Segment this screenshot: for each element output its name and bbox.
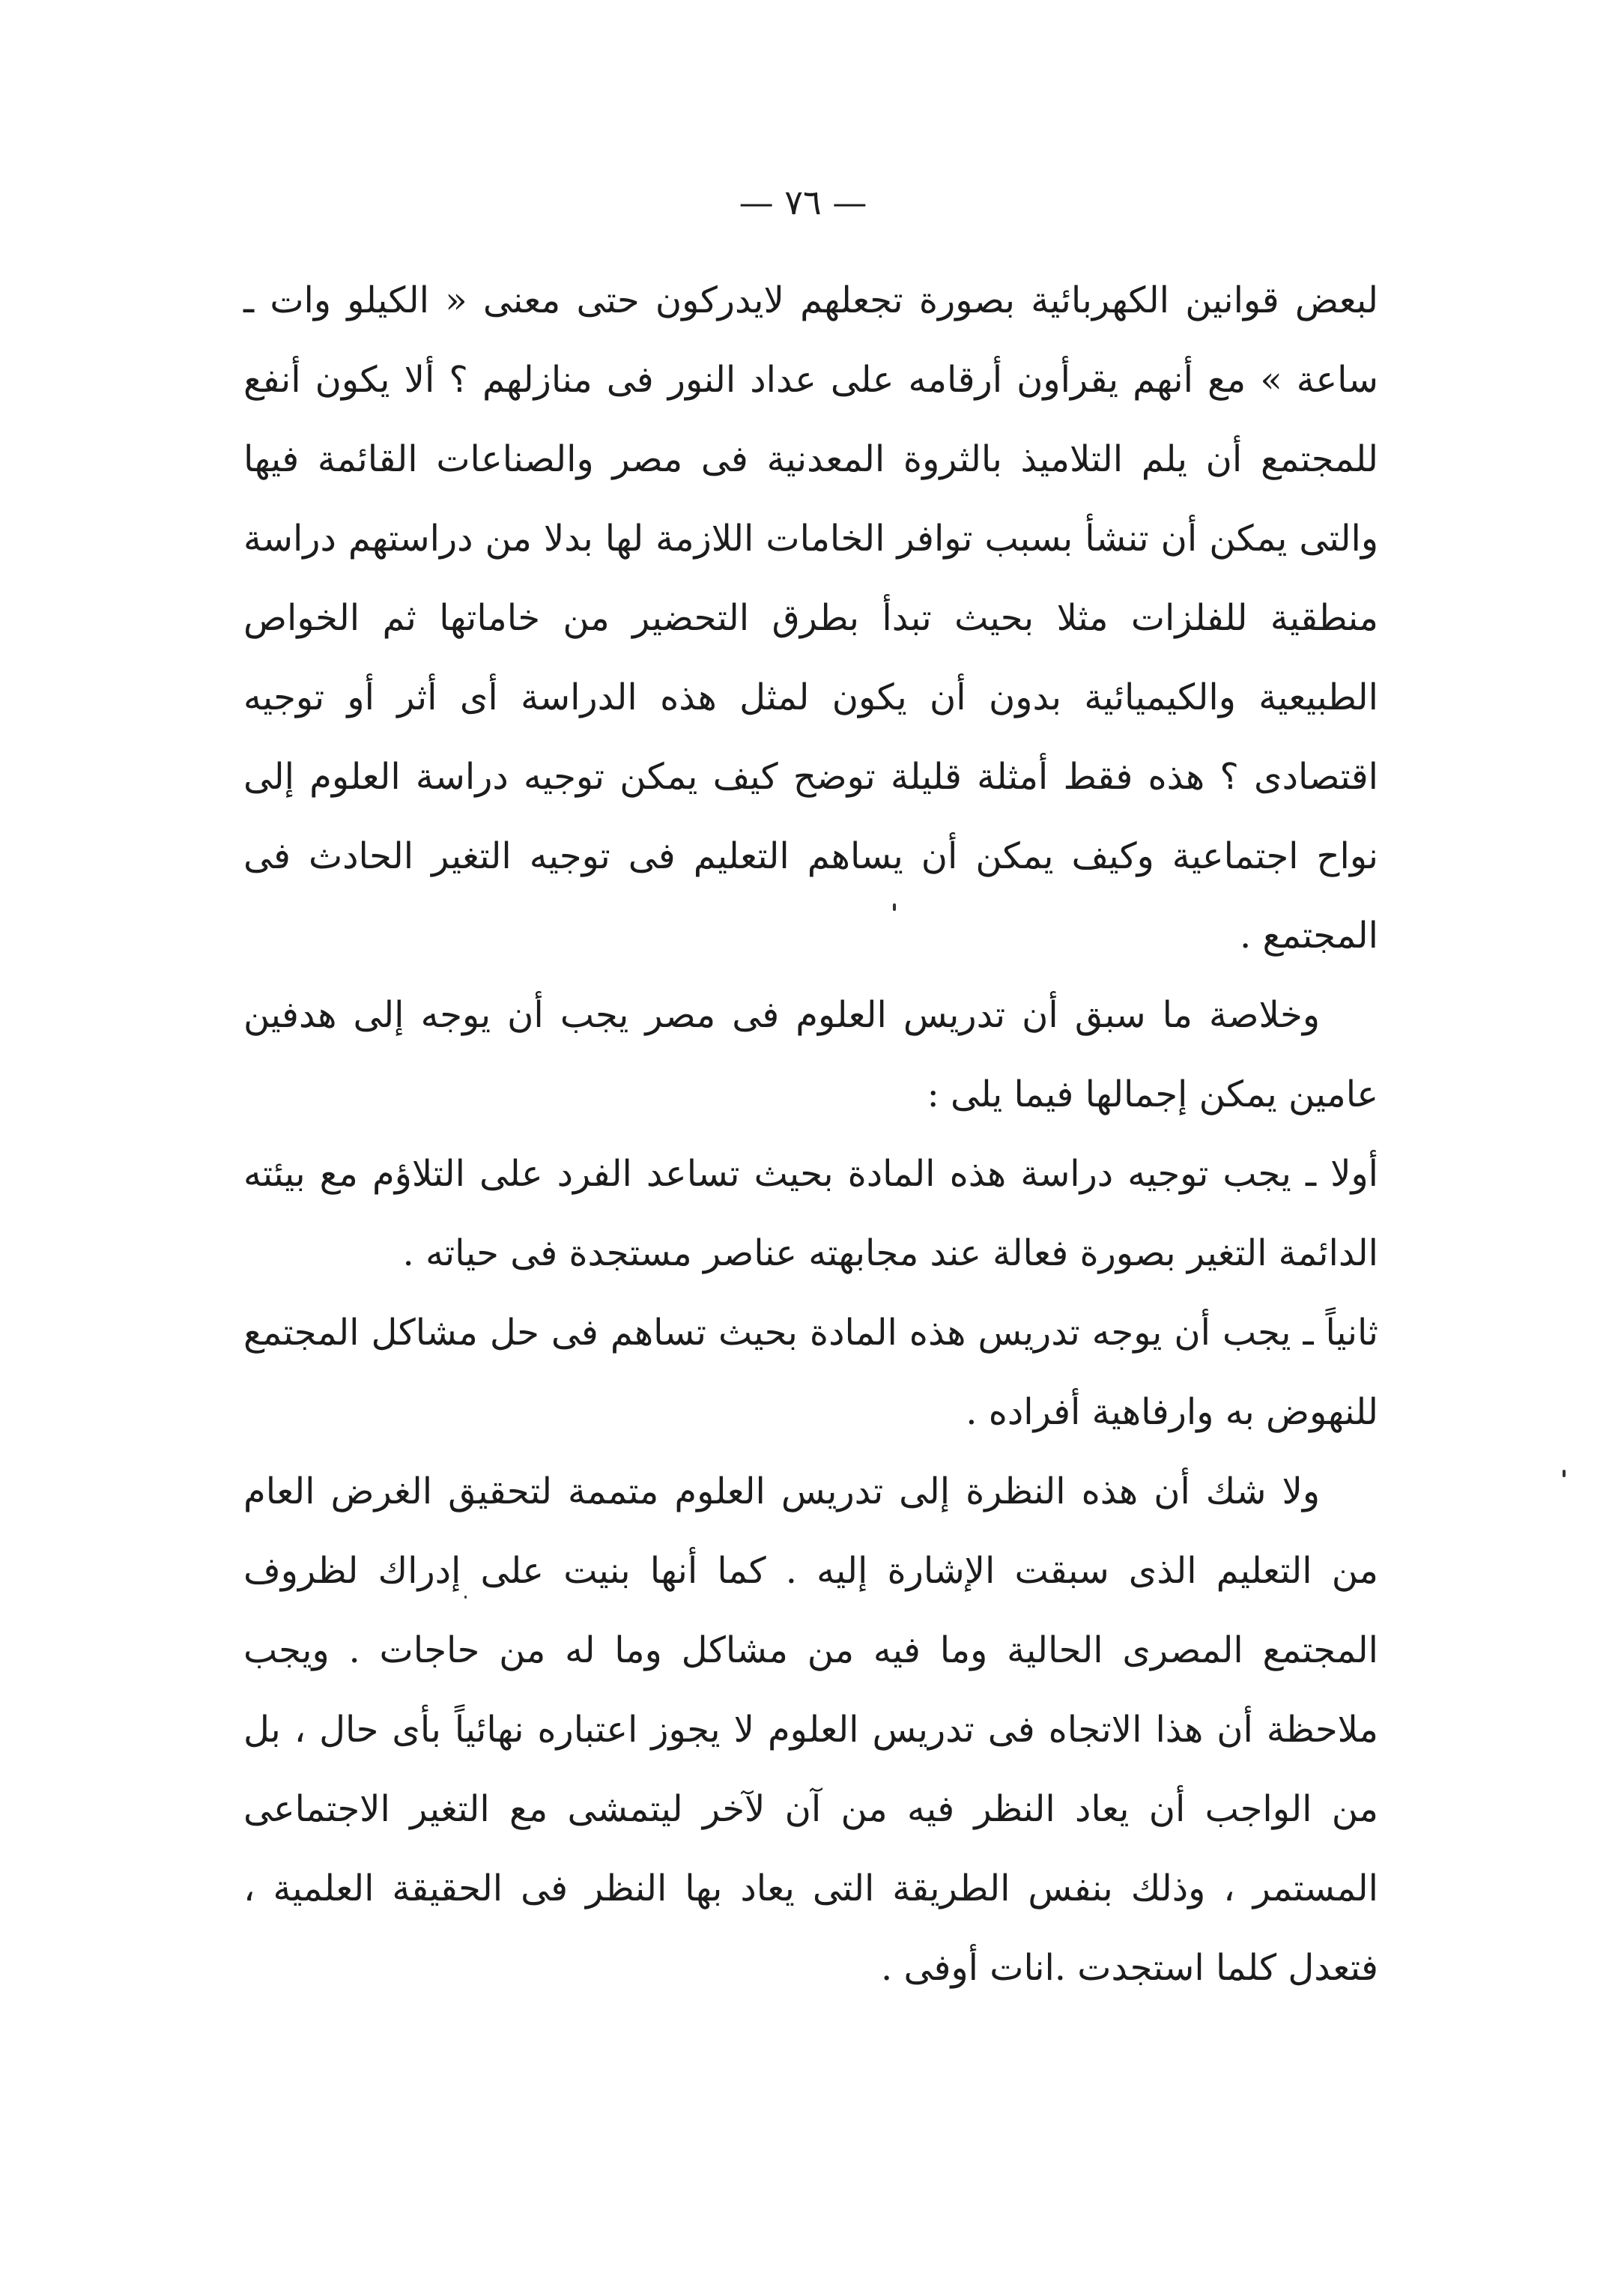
scan-speck bbox=[1563, 1470, 1566, 1477]
body-text bbox=[243, 261, 1378, 2008]
paragraph-goal-first: أولا ـ يجب توجيه دراسة هذه المادة بحيث تساعد الفرد على التلاؤم مع بيئته الدائمة التغير بصورة فعالة عند مجابهته عناصر مستجدة فى حياته . bbox=[243, 1153, 1379, 1274]
scan-speck bbox=[893, 903, 896, 911]
paragraph-conclusion: ولا شك أن هذه النظرة إلى تدريس العلوم متممة لتحقيق الغرض العام من التعليم الذى سبقت الإشارة إليه . كما أنها بنيت على إدراك لظروف المجتمع المصرى الحالية وما فيه من مشاكل وما له من حاجات . ويجب ملاحظة أن هذا الاتجاه فى تدريس العلوم لا يجوز اعتباره نهائياً بأى حال ، بل من الواجب أن يعاد النظر فيه من آن لآخر ليتمشى مع التغير الاجتماعى المستمر ، وذلك بنفس الطريقة التى يعاد بها النظر فى الحقيقة العلمية ، فتعدل كلما استجدت .انات أوفى . bbox=[243, 1470, 1378, 1989]
page-number: — ٧٦ — bbox=[739, 182, 867, 222]
paragraph-science-examples: لبعض قوانين الكهربائية بصورة تجعلهم لايدركون حتى معنى « الكيلو وات ـ ساعة » مع أنهم يقرأون أرقامه على عداد النور فى منازلهم ؟ ألا يكون أنفع للمجتمع أن يلم التلاميذ بالثروة المعدنية فى مصر والصناعات القائمة فيها والتى يمكن أن تنشأ بسبب توافر الخامات اللازمة لها بدلا من دراستهم دراسة منطقية للفلزات مثلا بحيث تبدأ بطرق التحضير من خاماتها ثم الخواص الطبيعية والكيميائية بدون أن يكون لمثل هذه الدراسة أى أثر أو توجيه اقتصادى ؟ هذه فقط أمثلة قليلة توضح كيف يمكن توجيه دراسة العلوم إلى نواح اجتماعية وكيف يمكن أن يساهم التعليم فى توجيه التغير الحادث فى المجتمع . bbox=[243, 279, 1379, 957]
paragraph-goal-second: ثانياً ـ يجب أن يوجه تدريس هذه المادة بحيث تساهم فى حل مشاكل المجتمع للنهوض به وارفاهية أفراده . bbox=[243, 1312, 1378, 1433]
paragraph-summary: وخلاصة ما سبق أن تدريس العلوم فى مصر يجب أن يوجه إلى هدفين عامين يمكن إجمالها فيما يلى : bbox=[243, 994, 1378, 1115]
scan-speck bbox=[464, 1596, 467, 1599]
